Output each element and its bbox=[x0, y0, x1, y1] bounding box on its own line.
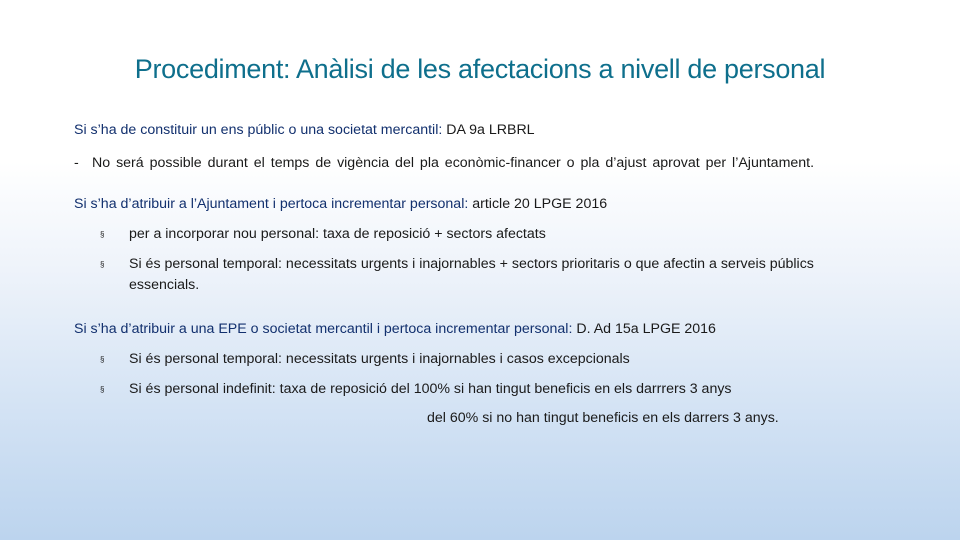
section-1-reference: DA 9a LRBRL bbox=[446, 122, 535, 138]
bullet-square-icon: § bbox=[100, 230, 105, 239]
list-item bbox=[100, 254, 884, 296]
bullet-square-icon: § bbox=[100, 385, 105, 394]
list-item bbox=[100, 349, 884, 370]
section-1-item bbox=[74, 153, 884, 174]
section-3-heading bbox=[74, 319, 884, 340]
section-3-heading-text: Si s’ha d’atribuir a una EPE o societat mercantil i pertoca incrementar personal: bbox=[74, 321, 573, 337]
list-item-text: Si és personal temporal: necessitats urgents i inajornables i casos excepcionals bbox=[129, 351, 630, 367]
list-item bbox=[100, 379, 884, 400]
section-1-item-text: No será possible durant el temps de vigència del pla econòmic-financer o pla d’ajust aprovat per l’Ajuntament. bbox=[92, 155, 815, 171]
slide-content bbox=[74, 120, 884, 429]
section-2-heading-text: Si s’ha d’atribuir a l’Ajuntament i pertoca incrementar personal: bbox=[74, 196, 469, 212]
list-item bbox=[100, 224, 884, 245]
section-3-reference: D. Ad 15a LPGE 2016 bbox=[576, 321, 716, 337]
bullet-square-icon: § bbox=[100, 355, 105, 364]
dash-marker: - bbox=[74, 155, 79, 171]
section-1-heading-text: Si s’ha de constituir un ens públic o una societat mercantil: bbox=[74, 122, 443, 138]
section-1-heading bbox=[74, 120, 884, 141]
slide-title: Procediment: Anàlisi de les afectacions a nivell de personal bbox=[134, 54, 826, 84]
bullet-square-icon: § bbox=[100, 260, 105, 269]
list-item-continuation: del 60% si no han tingut beneficis en els darrers 3 anys. bbox=[427, 410, 779, 426]
section-2-heading bbox=[74, 194, 884, 215]
list-item-text: Si és personal indefinit: taxa de reposició del 100% si han tingut beneficis en els darrrers 3 anys bbox=[129, 381, 732, 397]
list-item-text: Si és personal temporal: necessitats urgents i inajornables + sectors prioritaris o que afectin a serveis públics essencials. bbox=[129, 256, 814, 293]
section-2-reference: article 20 LPGE 2016 bbox=[472, 196, 608, 212]
list-item-text: per a incorporar nou personal: taxa de reposició + sectors afectats bbox=[129, 226, 546, 242]
